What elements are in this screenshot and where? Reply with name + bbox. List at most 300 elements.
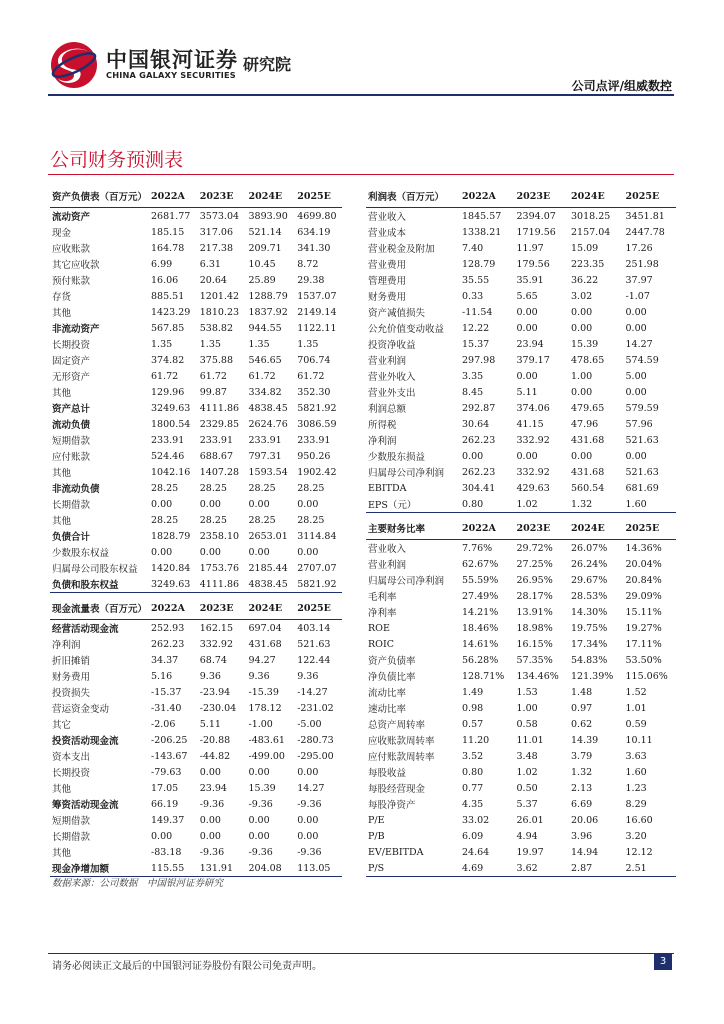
cell-value: 3249.63	[147, 576, 196, 593]
row-label: 预付账款	[52, 276, 91, 287]
cell-value: 0.57	[462, 718, 484, 730]
table-row	[366, 588, 676, 604]
row-label: 投资活动现金流	[52, 736, 119, 747]
cell-value: 1828.79	[151, 530, 191, 542]
cell-value: 29.38	[297, 274, 325, 286]
cell-value: 3.96	[571, 830, 593, 842]
cell-value: 0.62	[571, 718, 593, 730]
row-label: 营业利润	[368, 356, 407, 367]
cell-value: -295.00	[297, 750, 334, 762]
year-header: 2023E	[196, 185, 245, 208]
row-label: 应付账款周转率	[368, 752, 435, 763]
cell-value: 1.53	[516, 686, 538, 698]
cell-value: 1420.84	[151, 562, 191, 574]
table-row	[366, 288, 676, 304]
cell-value: 429.63	[516, 482, 550, 494]
table-title: 利润表（百万元）	[366, 185, 458, 208]
cell-value: 25.89	[248, 274, 276, 286]
cell-value: 29.72%	[516, 542, 553, 554]
cell-value: 5821.92	[293, 576, 342, 593]
table-row	[50, 544, 342, 560]
row-label: 营业收入	[368, 544, 407, 555]
table-row	[366, 748, 676, 764]
cell-value: 0.00	[248, 814, 270, 826]
row-label: 流动资产	[52, 212, 91, 223]
year-header: 2022A	[147, 185, 196, 208]
row-label: 每股净资产	[368, 800, 416, 811]
cell-value: 1.02	[516, 766, 538, 778]
cell-value: 8.29	[625, 798, 647, 810]
row-label: 投资损失	[52, 688, 91, 699]
row-label: 其他	[52, 388, 72, 399]
cell-value: 28.25	[151, 514, 179, 526]
cell-value: 3018.25	[571, 210, 611, 222]
table-row	[366, 796, 676, 812]
table-row	[366, 556, 676, 572]
table-row	[50, 336, 342, 352]
table-row	[366, 684, 676, 700]
table-row	[50, 240, 342, 256]
cell-value: 10.11	[625, 734, 653, 746]
table-row	[366, 636, 676, 652]
table-row	[50, 732, 342, 748]
cell-value: 1.01	[625, 702, 647, 714]
row-label: 投资净收益	[368, 340, 416, 351]
year-header: 2025E	[293, 185, 342, 208]
row-label: 营业收入	[368, 212, 407, 223]
table-row	[366, 208, 676, 225]
cell-value: 28.25	[297, 482, 325, 494]
cell-value: 14.27	[297, 782, 325, 794]
table-row	[366, 812, 676, 828]
cell-value: 0.00	[248, 498, 270, 510]
cell-value: 9.36	[199, 670, 221, 682]
cell-value: 1845.57	[462, 210, 502, 222]
row-label: 净利润	[368, 436, 397, 447]
cell-value: 178.12	[248, 702, 282, 714]
row-label: 总资产周转率	[368, 720, 426, 731]
row-label: 净利润	[52, 640, 81, 651]
cell-value: 3.35	[462, 370, 484, 382]
cell-value: 2707.07	[297, 562, 337, 574]
cell-value: -280.73	[297, 734, 334, 746]
cell-value: 5.65	[516, 290, 538, 302]
cell-value: 94.27	[248, 654, 276, 666]
row-label: 短期借款	[52, 436, 91, 447]
cell-value: -15.37	[151, 686, 182, 698]
table-row	[366, 368, 676, 384]
cell-value: 14.94	[571, 846, 599, 858]
cell-value: 252.93	[151, 622, 185, 634]
report-category: 公司点评/组威数控	[571, 79, 672, 93]
cell-value: -143.67	[151, 750, 188, 762]
cell-value: 20.84%	[625, 574, 662, 586]
table-row	[50, 208, 342, 225]
cell-value: 223.35	[571, 258, 605, 270]
table-row	[366, 352, 676, 368]
year-header: 2024E	[567, 517, 622, 540]
cell-value: 16.15%	[516, 638, 553, 650]
table-row	[366, 828, 676, 844]
cell-value: 0.00	[571, 322, 593, 334]
cell-value: 1.35	[199, 338, 221, 350]
cell-value: 8.72	[297, 258, 319, 270]
table-row	[50, 700, 342, 716]
cell-value: 14.36%	[625, 542, 662, 554]
cell-value: 3893.90	[248, 210, 288, 222]
cell-value: 1.32	[571, 766, 593, 778]
cell-value: 16.60	[625, 814, 653, 826]
cell-value: 797.31	[248, 450, 282, 462]
cell-value: 20.64	[199, 274, 227, 286]
cell-value: 8.45	[462, 386, 484, 398]
table-row	[366, 620, 676, 636]
cell-value: 0.00	[462, 450, 484, 462]
cell-value: -14.27	[297, 686, 328, 698]
table-row	[50, 528, 342, 544]
cell-value: 17.34%	[571, 638, 608, 650]
cell-value: -15.39	[248, 686, 279, 698]
cell-value: 20.06	[571, 814, 599, 826]
cell-value: 1537.07	[297, 290, 337, 302]
cell-value: 18.46%	[462, 622, 499, 634]
row-label: 营业外支出	[368, 388, 416, 399]
header-divider	[48, 94, 674, 96]
table-row	[50, 828, 342, 844]
cell-value: 0.00	[248, 830, 270, 842]
cell-value: 352.30	[297, 386, 331, 398]
table-header-row	[366, 185, 676, 208]
cell-value: 3451.81	[625, 210, 665, 222]
cell-value: 5.37	[516, 798, 538, 810]
footer-divider	[48, 953, 674, 954]
row-label: 营业成本	[368, 228, 407, 239]
cell-value: 431.68	[571, 466, 605, 478]
cell-value: 29.67%	[571, 574, 608, 586]
row-label: 其他	[52, 468, 72, 479]
cell-value: 26.24%	[571, 558, 608, 570]
cell-value: 251.98	[625, 258, 659, 270]
table-row	[366, 652, 676, 668]
row-label: 每股经营现金	[368, 784, 426, 795]
row-label: 管理费用	[368, 276, 407, 287]
cell-value: 15.11%	[625, 606, 662, 618]
row-label: 其它	[52, 720, 72, 731]
cell-value: 5.11	[199, 718, 221, 730]
cell-value: 1.00	[571, 370, 593, 382]
row-label: EV/EBITDA	[368, 846, 424, 858]
row-label: 负债合计	[52, 532, 91, 543]
table-row	[366, 432, 676, 448]
row-label: 负债和股东权益	[50, 576, 147, 593]
cell-value: 2329.85	[199, 418, 240, 430]
cell-value: 0.00	[248, 546, 270, 558]
table-row	[50, 448, 342, 464]
table-row	[366, 844, 676, 860]
cell-value: 521.14	[248, 226, 282, 238]
cell-value: 6.09	[462, 830, 484, 842]
cell-value: 0.98	[462, 702, 484, 714]
row-label: 其他	[52, 784, 72, 795]
cell-value: 35.55	[462, 274, 490, 286]
cell-value: 332.92	[199, 638, 233, 650]
cell-value: 0.33	[462, 290, 484, 302]
cell-value: 479.65	[571, 402, 605, 414]
row-label: 长期借款	[52, 832, 91, 843]
cell-value: 115.06%	[625, 670, 668, 682]
cell-value: 61.72	[151, 370, 179, 382]
row-label: 长期借款	[52, 500, 91, 511]
row-label: 每股收益	[368, 768, 407, 779]
cell-value: -1.07	[625, 290, 650, 302]
cell-value: -230.04	[199, 702, 237, 714]
cell-value: 332.92	[516, 434, 550, 446]
cell-value: 706.74	[297, 354, 331, 366]
section-title: 公司财务预测表	[50, 149, 184, 171]
cell-value: 2149.14	[297, 306, 337, 318]
row-label: 资产负债率	[368, 656, 416, 667]
cell-value: 66.19	[151, 798, 179, 810]
cell-value: 262.23	[462, 466, 496, 478]
cell-value: -79.63	[151, 766, 182, 778]
cell-value: -5.00	[297, 718, 322, 730]
table-row	[50, 796, 342, 812]
cell-value: 1122.11	[297, 322, 337, 334]
cell-value: 0.59	[625, 718, 647, 730]
cell-value: 15.09	[571, 242, 599, 254]
table-row	[366, 668, 676, 684]
cell-value: 0.00	[297, 814, 319, 826]
cell-value: 15.37	[462, 338, 490, 350]
cell-value: 3573.04	[199, 210, 240, 222]
table-row	[50, 576, 342, 593]
cell-value: 99.87	[199, 386, 227, 398]
year-header: 2023E	[513, 185, 568, 208]
cell-value: 574.59	[625, 354, 659, 366]
row-label: 营业外收入	[368, 372, 416, 383]
cell-value: 3.63	[625, 750, 647, 762]
table-title: 资产负债表（百万元）	[50, 185, 147, 208]
cell-value: 2358.10	[199, 530, 240, 542]
cell-value: 13.91%	[516, 606, 553, 618]
cell-value: 0.00	[625, 450, 647, 462]
cell-value: 33.02	[462, 814, 490, 826]
cell-value: -1.00	[248, 718, 273, 730]
cell-value: 3.20	[625, 830, 647, 842]
cell-value: 179.56	[516, 258, 550, 270]
cell-value: 6.69	[571, 798, 593, 810]
cell-value: 9.36	[297, 670, 319, 682]
table-row	[50, 272, 342, 288]
cell-value: 115.55	[147, 860, 196, 877]
cell-value: 26.01	[516, 814, 544, 826]
cell-value: 129.96	[151, 386, 185, 398]
cell-value: 431.68	[571, 434, 605, 446]
cell-value: 0.00	[297, 546, 319, 558]
table-row	[50, 620, 342, 637]
year-header: 2025E	[293, 597, 342, 620]
year-header: 2022A	[458, 185, 513, 208]
cell-value: 1042.16	[151, 466, 191, 478]
table-row	[366, 320, 676, 336]
cell-value: 374.82	[151, 354, 185, 366]
cell-value: 14.39	[571, 734, 599, 746]
row-label: EPS（元）	[366, 496, 458, 513]
row-label: 流动比率	[368, 688, 407, 699]
cell-value: 149.37	[151, 814, 185, 826]
cell-value: 19.27%	[625, 622, 662, 634]
cell-value: 0.00	[571, 306, 593, 318]
cell-value: 0.00	[297, 830, 319, 842]
cell-value: 217.38	[199, 242, 233, 254]
cell-value: 204.08	[244, 860, 293, 877]
table-row	[50, 288, 342, 304]
cell-value: 6.99	[151, 258, 173, 270]
cell-value: 3249.63	[151, 402, 191, 414]
row-label: EBITDA	[368, 482, 407, 494]
cell-value: 431.68	[248, 638, 282, 650]
cell-value: -9.36	[297, 798, 322, 810]
cell-value: 164.78	[151, 242, 185, 254]
cell-value: 262.23	[151, 638, 185, 650]
cell-value: 28.25	[151, 482, 179, 494]
cell-value: 688.67	[199, 450, 233, 462]
cell-value: 28.17%	[516, 590, 553, 602]
year-header: 2025E	[622, 185, 677, 208]
cell-value: 2681.77	[151, 210, 191, 222]
cell-value: 521.63	[625, 466, 659, 478]
cell-value: 0.00	[297, 766, 319, 778]
cell-value: 1837.92	[248, 306, 288, 318]
table-row	[50, 684, 342, 700]
row-label: 资本支出	[52, 752, 91, 763]
cell-value: 57.96	[625, 418, 653, 430]
table-row	[50, 496, 342, 512]
row-label: 营业利润	[368, 560, 407, 571]
row-label: P/E	[368, 814, 385, 826]
logo-subtitle: 研究院	[243, 55, 292, 74]
cell-value: 1719.56	[516, 226, 556, 238]
cell-value: 1407.28	[199, 466, 240, 478]
cell-value: 20.04%	[625, 558, 662, 570]
cell-value: 11.97	[516, 242, 544, 254]
table-header-row	[50, 185, 342, 208]
cell-value: 7.40	[462, 242, 484, 254]
row-label: ROIC	[368, 638, 394, 650]
cell-value: 7.76%	[462, 542, 493, 554]
cell-value: 41.15	[516, 418, 544, 430]
cell-value: 1.00	[516, 702, 538, 714]
cell-value: 262.23	[462, 434, 496, 446]
row-label: 营业税金及附加	[368, 244, 435, 255]
cell-value: 4111.86	[199, 402, 240, 414]
cell-value: -23.94	[199, 686, 231, 698]
table-row	[366, 732, 676, 748]
row-label: ROE	[368, 622, 390, 634]
cell-value: 5.00	[625, 370, 647, 382]
cell-value: 1.35	[297, 338, 319, 350]
table-row	[50, 636, 342, 652]
cell-value: 2653.01	[248, 530, 288, 542]
cell-value: 12.22	[462, 322, 490, 334]
cell-value: 634.19	[297, 226, 331, 238]
cell-value: 28.25	[199, 514, 227, 526]
cell-value: 0.00	[248, 766, 270, 778]
cell-value: 11.20	[462, 734, 490, 746]
cell-value: 3.62	[513, 860, 568, 877]
table-title: 主要财务比率	[366, 517, 458, 540]
financial-ratios-table	[366, 517, 676, 877]
cash-flow-table	[50, 597, 342, 877]
cell-value: 113.05	[293, 860, 342, 877]
cell-value: 9.36	[248, 670, 270, 682]
cell-value: 128.71%	[462, 670, 505, 682]
cell-value: 28.25	[199, 482, 227, 494]
cell-value: 3.02	[571, 290, 593, 302]
row-label: 资产减值损失	[368, 308, 426, 319]
cell-value: 546.65	[248, 354, 282, 366]
table-row	[50, 432, 342, 448]
year-header: 2024E	[567, 185, 622, 208]
row-label: 公允价值变动收益	[368, 324, 445, 335]
cell-value: 5.11	[516, 386, 538, 398]
table-row	[366, 604, 676, 620]
cell-value: 1593.54	[248, 466, 288, 478]
row-label: 速动比率	[368, 704, 407, 715]
cell-value: -9.36	[297, 846, 322, 858]
logo-chinese-name: 中国银河证券	[106, 48, 238, 72]
year-header: 2024E	[244, 185, 293, 208]
table-row	[50, 464, 342, 480]
table-row	[50, 256, 342, 272]
cell-value: 28.25	[297, 514, 325, 526]
cell-value: 54.83%	[571, 654, 608, 666]
row-label: P/S	[366, 860, 458, 877]
cell-value: -20.88	[199, 734, 231, 746]
cell-value: 1.32	[567, 496, 622, 513]
row-label: 少数股东损益	[368, 452, 426, 463]
cell-value: 1.52	[625, 686, 647, 698]
cell-value: 0.00	[516, 306, 538, 318]
table-row	[50, 320, 342, 336]
cell-value: 0.58	[516, 718, 538, 730]
row-label: 归属母公司净利润	[368, 468, 445, 479]
cell-value: 375.88	[199, 354, 233, 366]
cell-value: 334.82	[248, 386, 282, 398]
cell-value: 4.69	[458, 860, 513, 877]
cell-value: 374.06	[516, 402, 550, 414]
row-label: 短期借款	[52, 816, 91, 827]
table-row	[366, 860, 676, 877]
table-row	[50, 384, 342, 400]
cell-value: 162.15	[199, 622, 233, 634]
cell-value: 0.00	[199, 830, 221, 842]
cell-value: 17.26	[625, 242, 653, 254]
row-label: 现金净增加额	[50, 860, 147, 877]
cell-value: 26.07%	[571, 542, 608, 554]
cell-value: 233.91	[297, 434, 331, 446]
cell-value: 292.87	[462, 402, 496, 414]
cell-value: 5.16	[151, 670, 173, 682]
table-row	[366, 304, 676, 320]
cell-value: 1.60	[625, 766, 647, 778]
table-row	[366, 400, 676, 416]
table-row	[366, 464, 676, 480]
table-row	[50, 748, 342, 764]
cell-value: -9.36	[248, 846, 273, 858]
cell-value: 0.50	[516, 782, 538, 794]
cell-value: 341.30	[297, 242, 331, 254]
